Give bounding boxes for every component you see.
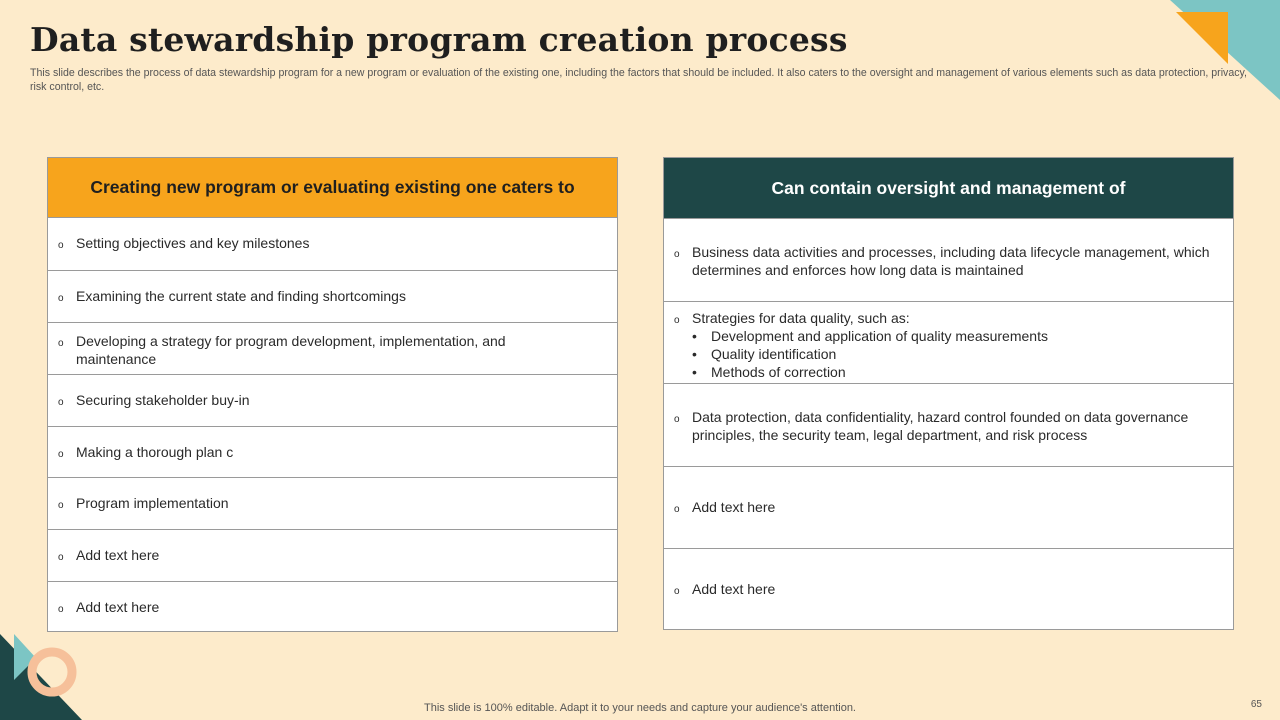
right-panel xyxy=(663,157,1234,630)
circle-bullet-icon: o xyxy=(58,552,64,564)
list-item xyxy=(48,374,617,426)
list-item-text: Setting objectives and key milestones xyxy=(76,235,310,251)
circle-bullet-icon: o xyxy=(58,292,64,304)
list-item-text: Program implementation xyxy=(76,495,229,512)
list-item xyxy=(48,581,617,633)
dot-bullet-icon: • xyxy=(692,363,697,380)
circle-bullet-icon: o xyxy=(58,240,64,251)
list-item xyxy=(48,270,617,322)
list-item xyxy=(664,383,1233,466)
list-item-text: Add text here xyxy=(692,581,776,598)
list-item xyxy=(664,466,1233,549)
list-item xyxy=(664,218,1233,301)
list-item-text: Add text here xyxy=(692,498,776,515)
page-subtitle: This slide describes the process of data stewardship program for a new program or evaluation of the existing one, including the factors that should be included. It also caters to the oversight and management of various elements such as data protection, privacy, risk control, etc. xyxy=(30,67,1247,93)
list-item-text: Developing a strategy for program development, implementation, and maintenance xyxy=(76,332,506,367)
circle-bullet-icon: o xyxy=(58,500,64,512)
circle-bullet-icon: o xyxy=(674,503,680,515)
circle-bullet-icon: o xyxy=(58,396,64,408)
sub-list-item: • Development and application of quality measurements xyxy=(692,327,1048,344)
right-panel-header: Can contain oversight and management of xyxy=(664,158,1233,218)
circle-bullet-icon: o xyxy=(674,249,680,260)
list-item-text: Making a thorough plan c xyxy=(76,443,234,460)
list-item-text: Examining the current state and finding shortcomings xyxy=(76,287,406,304)
left-panel xyxy=(47,157,618,632)
list-item xyxy=(48,322,617,374)
list-item xyxy=(48,529,617,581)
circle-bullet-icon: o xyxy=(674,314,680,326)
circle-bullet-icon: o xyxy=(674,414,680,426)
dot-bullet-icon: • xyxy=(692,327,697,344)
sub-list-item: • Methods of correction xyxy=(692,363,846,380)
list-item xyxy=(48,477,617,529)
left-panel-header: Creating new program or evaluating existing one caters to xyxy=(48,158,617,218)
sub-list-item: • Quality identification xyxy=(692,345,837,362)
circle-bullet-icon: o xyxy=(674,586,680,598)
footer-note: This slide is 100% editable. Adapt it to your needs and capture your audience's attention. xyxy=(424,702,856,714)
dot-bullet-icon: • xyxy=(692,345,697,362)
list-item xyxy=(664,548,1233,631)
list-item-text: Data protection, data confidentiality, hazard control founded on data governance principles, the security team, legal department, and risk process xyxy=(692,409,1189,444)
list-item-text: Securing stakeholder buy-in xyxy=(76,391,250,408)
list-item xyxy=(48,218,617,270)
list-item-text: Add text here xyxy=(76,547,160,564)
list-item-text: Add text here xyxy=(76,599,160,616)
page-number: 65 xyxy=(1250,699,1262,710)
list-item-text: Strategies for data quality, such as: xyxy=(692,309,910,326)
list-item xyxy=(48,426,617,478)
list-item-text: Business data activities and processes, including data lifecycle management, which determines and enforces how long data is maintained xyxy=(692,244,1210,278)
page-title: Data stewardship program creation process xyxy=(30,20,848,59)
circle-bullet-icon: o xyxy=(58,448,64,460)
circle-bullet-icon: o xyxy=(58,337,64,349)
sub-list xyxy=(692,327,1219,381)
circle-bullet-icon: o xyxy=(58,604,64,616)
list-item xyxy=(664,301,1233,384)
